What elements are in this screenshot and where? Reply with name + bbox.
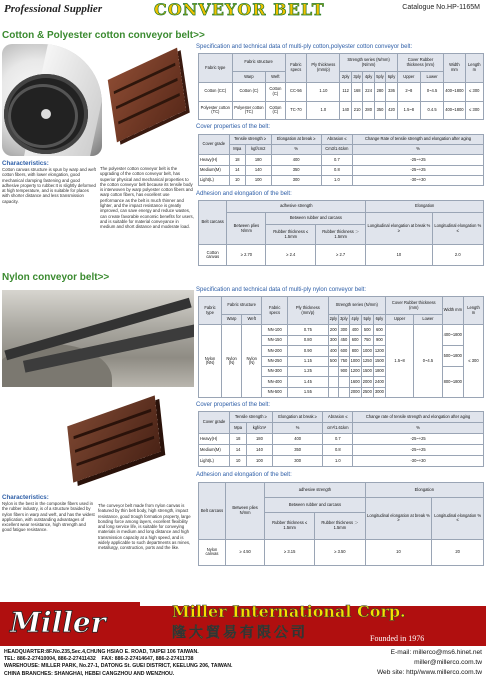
- cell: 0.90: [288, 346, 328, 356]
- cell: 0.8: [321, 165, 352, 175]
- char-text: The polyester cotton conveyor belt is the upgrading of the cotton conveyor belt, has superior physical and mechanical properties to the cotton conveyor belt because its tensile body is interwoven by warp polyester cotton fibers and warp cotton fibers, has excellent use performance as the belt is much thinner and lighter, and the impact resistance is greatly improved, can save energy and reduce wastes, can create favorable economic benefits for users, and is suitable for material conveyance in medium and short distance and moderate load.: [100, 166, 194, 230]
- th-long2: Longitudinal elongation % ≤: [432, 498, 484, 539]
- cell: 600: [349, 335, 361, 345]
- th-fabric-structure: Fabric structure: [232, 54, 285, 72]
- cell: -25~+25: [353, 445, 484, 456]
- th-adhesive: adhesive strength: [227, 201, 366, 213]
- th-plies: Between plies N/mm: [227, 212, 266, 244]
- th-strength-unit: (N/mm): [361, 61, 376, 67]
- th-ply-thickness: Ply thickness (mm/p): [288, 297, 328, 325]
- cell: 0.75: [288, 325, 328, 335]
- th-ply: 5ply: [374, 72, 385, 83]
- table-row: [199, 155, 484, 165]
- cell: 0~4.5: [420, 83, 443, 101]
- th-ply: 3ply: [351, 72, 362, 83]
- email-secondary[interactable]: miller@millerco.com.tw: [414, 659, 482, 666]
- th-rt2: Rubber thickness ＞1.5mm: [316, 224, 366, 245]
- th-strength-label: Strength series (N/mm): [347, 57, 390, 63]
- th-fabric-specs: Fabric specs: [285, 54, 307, 83]
- th-pct2: %: [353, 423, 484, 434]
- th-elongation: Elongation: [365, 483, 483, 498]
- cell: 0.4.5: [420, 101, 443, 120]
- cell: 18: [230, 434, 247, 445]
- cell: -30~+30: [353, 175, 484, 185]
- cell: [339, 377, 350, 387]
- cell: 10: [365, 539, 432, 565]
- th-warp: Warp: [232, 72, 266, 83]
- th-kgf: kgf/cm2: [245, 145, 271, 155]
- cell: [328, 366, 339, 376]
- table-row: [199, 434, 484, 445]
- warehouse-address: WAREHOUSE: MILLER PARK, No.27-1, DATONG St. GUEI DISTRICT, KEELUNG 206, TAIWAN.: [4, 663, 233, 670]
- table-row: [199, 539, 484, 565]
- table-row: [199, 83, 484, 101]
- cell: ≤ 300: [463, 325, 483, 398]
- cell: 1.25: [288, 366, 328, 376]
- th-fabric-structure: Fabric structure: [222, 297, 262, 315]
- th-cm3: cm³/1.61km: [323, 423, 353, 434]
- cell: Heavy(H): [199, 155, 230, 165]
- cell: 350: [271, 165, 321, 175]
- table-row: [199, 165, 484, 175]
- page-footer: [0, 602, 486, 688]
- cell: Nylon (NN): [199, 325, 222, 398]
- logo-text: Miller: [10, 606, 106, 639]
- cell: [328, 387, 339, 397]
- cell: 400: [271, 155, 321, 165]
- cell: NN-250: [262, 356, 288, 366]
- cell: 1.15: [288, 356, 328, 366]
- char-text: The conveyor belt made from nylon canvas is featured by thin belt body, high strength, impact resistance, good trough formation property, large bonding force among layers, excellent flexibility and long service life, is suitable for conveying materials in medium and long distance and high transmission capacity at a high speed, and is widely applicable to such departments as mines, metallurgy, construction, ports and the like.: [98, 503, 191, 551]
- cell: 168: [351, 83, 362, 101]
- cotton-belt-sample-photo: [106, 56, 192, 136]
- miller-logo: [0, 602, 140, 646]
- email-primary[interactable]: E-mail: millerco@ms6.hinet.net: [390, 649, 482, 656]
- cell: NN-500: [262, 387, 288, 397]
- th-tensile: Tensile strength ≥: [229, 135, 271, 145]
- cell: 112: [340, 83, 351, 101]
- cell: 2400: [373, 377, 385, 387]
- cell: 1800: [373, 366, 385, 376]
- cell: Medium(M): [199, 445, 230, 456]
- cell: 2000: [361, 377, 373, 387]
- cell: 10: [366, 245, 432, 266]
- cell: ≥ 4.50: [225, 539, 264, 565]
- th-strength: [340, 54, 397, 72]
- cell: 180: [247, 434, 273, 445]
- cell: 0.8: [323, 445, 353, 456]
- cotton-section-title: Cotton & Polyester cotton conveyor belt>>: [2, 30, 205, 41]
- cotton-adhesion-table: [198, 200, 484, 266]
- cell: -30~+30: [353, 456, 484, 467]
- cell: ≥ 2.7: [316, 245, 366, 266]
- cell: 400~1800: [444, 101, 465, 120]
- cell: TC-70: [285, 101, 307, 120]
- cell: 500: [361, 325, 373, 335]
- th-between-rc: Between rubber and carcass: [266, 212, 366, 224]
- cell: 280: [374, 83, 385, 101]
- cell: 1.45: [288, 377, 328, 387]
- cell: 1.10: [307, 83, 340, 101]
- cell: 140: [245, 165, 271, 175]
- company-name: Miller International Corp.: [172, 602, 406, 621]
- th-ply: 6ply: [373, 315, 385, 325]
- cell: Light(L): [199, 456, 230, 467]
- table-row: [199, 101, 484, 120]
- page-title: CONVEYOR BELT: [154, 0, 325, 19]
- cell: Cotton canvas: [199, 245, 227, 266]
- cell: 350: [272, 445, 323, 456]
- cotton-characteristics-2: [100, 166, 194, 230]
- th-cover-unit: (mm): [424, 61, 435, 67]
- table-row: [199, 325, 484, 335]
- tagline: Professional Supplier: [4, 3, 103, 15]
- nylon-characteristics: [2, 494, 96, 533]
- mine-conveyor-photo: [2, 290, 194, 387]
- th-abrasion: Abrasion ≤: [323, 412, 353, 423]
- nylon-characteristics-2: [98, 503, 192, 551]
- th-pct2: %: [353, 145, 484, 155]
- footer-address: [4, 649, 304, 678]
- cell: 1.5~8: [397, 101, 420, 120]
- cell: Medium(M): [199, 165, 230, 175]
- cell: [339, 387, 350, 397]
- cell: 200: [328, 325, 339, 335]
- cell: 0.80: [288, 335, 328, 345]
- th-mpa: Mpa: [229, 145, 245, 155]
- cell: 400: [328, 346, 339, 356]
- th-elongation: Elongation at break ≥: [272, 412, 323, 423]
- cell: 600: [373, 325, 385, 335]
- cell: 10: [229, 175, 245, 185]
- cell: 500~1800: [442, 346, 463, 367]
- cell: 1500: [373, 356, 385, 366]
- th-width: Width mm: [442, 297, 463, 325]
- th-weft: Weft: [242, 315, 262, 325]
- cell: Cotton (C): [266, 83, 285, 101]
- th-ply: 2ply: [328, 315, 339, 325]
- cell: Nylon (N): [242, 325, 262, 398]
- cell: Polyester cotton (TC): [232, 101, 266, 120]
- cell: 450: [339, 335, 350, 345]
- cell: 1000: [349, 356, 361, 366]
- table-row: [199, 445, 484, 456]
- th-carcass: Belt carcass: [199, 201, 227, 245]
- th-cover: [397, 54, 443, 72]
- cell: 18: [229, 155, 245, 165]
- cell: 750: [339, 356, 350, 366]
- cell: 3000: [373, 387, 385, 397]
- cell: 140: [247, 445, 273, 456]
- th-lower: Lower: [414, 315, 442, 325]
- cell: 1600: [349, 377, 361, 387]
- footer-contact: [326, 648, 482, 678]
- th-ply: 6ply: [386, 72, 397, 83]
- nylon-adhesion-table: [198, 482, 484, 566]
- nylon-spec-title: Specification and technical data of multi-ply nylon conveyor belt:: [196, 287, 367, 293]
- cell: 350: [374, 101, 385, 120]
- cell: ≤ 300: [465, 83, 483, 101]
- belt-roll-photo: [2, 44, 102, 156]
- hq-address: HEADQUARTER:8F.No.235,Sec.4,CHUNG HSIAO E. ROAD, TAIPEI 106 TAIWAN.: [4, 649, 199, 655]
- cell: Cotton (C): [266, 101, 285, 120]
- cell: 1.0: [307, 101, 340, 120]
- cell: 224: [363, 83, 374, 101]
- nylon-cover-title: Cover properties of the belt:: [196, 402, 271, 408]
- company-name-chinese: 隆大貿易有限公司: [172, 625, 308, 641]
- th-long1: Longitudinal elongation at break % ≥: [365, 498, 432, 539]
- cell: 600: [339, 346, 350, 356]
- cotton-spec-table: [198, 53, 484, 120]
- th-width: Width mm: [444, 54, 465, 83]
- th-ply: 4ply: [363, 72, 374, 83]
- cell: NN-300: [262, 366, 288, 376]
- cell: 140: [340, 101, 351, 120]
- cell: 900: [373, 335, 385, 345]
- th-between-rc: Between rubber and carcass: [265, 498, 365, 513]
- cell: 100: [245, 175, 271, 185]
- th-ply: 3ply: [339, 315, 350, 325]
- th-lower: Lower: [420, 72, 443, 83]
- th-cm3: Cm3/1.61km: [321, 145, 352, 155]
- cell: CC-56: [285, 83, 307, 101]
- cell: NN-400: [262, 377, 288, 387]
- th-length: Length m: [463, 297, 483, 325]
- cell: 400~1800: [444, 83, 465, 101]
- th-tensile: Tensile strength ≥: [230, 412, 273, 423]
- th-pct: %: [272, 423, 323, 434]
- cell: 1200: [373, 346, 385, 356]
- cell: 300: [328, 335, 339, 345]
- cell: ≥ 2.70: [227, 245, 266, 266]
- table-row: [199, 456, 484, 467]
- cell: 400: [272, 434, 323, 445]
- th-fabric-specs: Fabric specs: [262, 297, 288, 325]
- th-cover: Cover Rubber thickness (mm): [385, 297, 442, 315]
- cell: 500: [328, 356, 339, 366]
- cotton-cover-title: Cover properties of the belt:: [196, 124, 271, 130]
- char-title: Characteristics:: [2, 160, 49, 167]
- cell: 2~8: [397, 83, 420, 101]
- th-mpa: Mpa: [230, 423, 247, 434]
- website-link[interactable]: Web site: http//www.millerco.com.tw: [376, 669, 482, 676]
- th-carcass: Belt carcass: [199, 483, 226, 540]
- cell: 300: [272, 456, 323, 467]
- cell: 0.7: [323, 434, 353, 445]
- catalogue-number: Catalogue No.HP-1165M: [402, 4, 480, 11]
- cell: 300: [271, 175, 321, 185]
- cell: Heavy(H): [199, 434, 230, 445]
- cell: 1500: [361, 366, 373, 376]
- th-ply: 5ply: [361, 315, 373, 325]
- tel: TEL: 886-2-27410004, 886-2-27411432: [4, 656, 96, 663]
- cell: Polyester cotton (TC): [199, 101, 233, 120]
- th-fabric-type: Fabric type: [199, 297, 222, 325]
- th-long1: Longitudinal elongation at break % ≥: [366, 212, 432, 244]
- th-upper: Upper: [397, 72, 420, 83]
- cell: 2500: [361, 387, 373, 397]
- th-long2: Longitudinal elongation % ≤: [432, 212, 483, 244]
- th-kgf: kgf/cm²: [247, 423, 273, 434]
- th-fabric-type: Fabric type: [199, 54, 233, 83]
- nylon-section-title: Nylon conveyor belt>>: [2, 272, 110, 283]
- th-change: Change Rate of tensile strength and elongation after aging: [353, 135, 484, 145]
- cotton-spec-title: Specification and technical data of multi-ply cotton,polyester cotton conveyor belt:: [196, 44, 413, 50]
- char-title: Characteristics:: [2, 494, 49, 501]
- founded-note: Founded in 1976: [370, 634, 425, 643]
- cell: NN-100: [262, 325, 288, 335]
- th-rt1: Rubber thickness ≤ 1.5mm: [265, 513, 315, 539]
- cell: NN-200: [262, 346, 288, 356]
- cell: 800~1800: [442, 366, 463, 397]
- th-ply-thickness: Ply thickness (mm/p): [307, 54, 340, 83]
- th-cover-grade: Cover grade: [199, 412, 230, 434]
- cell: Light(L): [199, 175, 230, 185]
- th-ply: 4ply: [349, 315, 361, 325]
- th-weft: Weft: [266, 72, 285, 83]
- th-warp: Warp: [222, 315, 242, 325]
- nylon-belt-sample-photo: [64, 400, 164, 482]
- cell: 400: [349, 325, 361, 335]
- cell: -25~+25: [353, 434, 484, 445]
- table-row: [199, 245, 484, 266]
- page-header: [0, 0, 486, 20]
- cell: -25~+25: [353, 165, 484, 175]
- cotton-adhesion-title: Adhesion and elongation of the belt:: [196, 191, 292, 197]
- th-elongation: Elongation at break ≥: [271, 135, 321, 145]
- th-plies: Between plies N/mm: [225, 483, 264, 540]
- cell: 1.0: [321, 175, 352, 185]
- cell: 210: [351, 101, 362, 120]
- th-change: Change rate of tensile strength and elongation after aging: [353, 412, 484, 423]
- nylon-cover-table: [198, 411, 484, 467]
- cell: 420: [386, 101, 397, 120]
- th-ply: 2ply: [340, 72, 351, 83]
- phone-fax: [4, 656, 304, 663]
- cell: Cotton (C): [232, 83, 266, 101]
- th-rt2: Rubber thickness ＞1.5mm: [315, 513, 366, 539]
- th-cover-grade: Cover grade: [199, 135, 230, 155]
- cell: Cotton (CC): [199, 83, 233, 101]
- cell: -25~+25: [353, 155, 484, 165]
- cell: 0~4.5: [414, 325, 442, 398]
- cell: 900: [339, 366, 350, 376]
- cell: 280: [363, 101, 374, 120]
- th-abrasion: Abrasion ≤: [321, 135, 352, 145]
- th-adhesive: adhesive strength: [265, 483, 365, 498]
- th-elongation: Elongation: [366, 201, 484, 213]
- cell: 10: [230, 456, 247, 467]
- cell: 1000: [361, 346, 373, 356]
- cell: NN-150: [262, 335, 288, 345]
- cell: 300: [339, 325, 350, 335]
- nylon-spec-table: [198, 296, 484, 398]
- cell: 1200: [349, 366, 361, 376]
- fax: FAX: 886-2-27414647, 886-2-27411738: [101, 656, 194, 663]
- cell: ≥ 3.15: [265, 539, 315, 565]
- cell: ≤ 300: [465, 101, 483, 120]
- th-cover-label: Cover Rubber thickness: [406, 57, 434, 67]
- cell: 800: [349, 346, 361, 356]
- cell: 0.7: [321, 155, 352, 165]
- cell: 336: [386, 83, 397, 101]
- cell: 180: [245, 155, 271, 165]
- th-strength: Strength series (N/mm): [328, 297, 385, 315]
- th-length: Length m: [465, 54, 483, 83]
- cell: 2.0: [432, 245, 483, 266]
- china-branches: CHINA BRANCHES: SHANGHAI, HEBEI CANGZHOU AND WENZHOU.: [4, 670, 175, 677]
- th-upper: Upper: [385, 315, 413, 325]
- nylon-adhesion-title: Adhesion and elongation of the belt:: [196, 472, 292, 478]
- cell: 100: [247, 456, 273, 467]
- cell: 750: [361, 335, 373, 345]
- cell: 14: [229, 165, 245, 175]
- cell: ≥ 3.50: [315, 539, 366, 565]
- table-row: [199, 175, 484, 185]
- th-rt1: Rubber thickness ≤ 1.5mm: [266, 224, 316, 245]
- cell: Nylon (N): [222, 325, 242, 398]
- cell: 2000: [349, 387, 361, 397]
- cell: 1.55: [288, 387, 328, 397]
- cell: 1.5~8: [385, 325, 413, 398]
- cotton-characteristics: [2, 160, 96, 204]
- cell: Nylon canvas: [199, 539, 226, 565]
- cell: 20: [432, 539, 484, 565]
- th-pct: %: [271, 145, 321, 155]
- cotton-cover-table: [198, 134, 484, 186]
- char-text: Nylon is the best in the composite fibers used in the rubber industry, is of a structure braided by nylon fibers in warp and weft, and has the widest application, with outstanding advantages of excellent wear resistance, high strength and good fatigue resistance.: [2, 501, 95, 533]
- cell: ≥ 2.4: [266, 245, 316, 266]
- char-text: Cotton canvas structure is spun by warp and weft cotton fibers, with lower elongation, good mechanical clamping fastening and good adhesive property to rubber.It is slightly deformed at high temperature, and is suitable for places with shorter distance and less transmission capacity.: [2, 167, 96, 204]
- cell: [328, 377, 339, 387]
- cell: 400~1800: [442, 325, 463, 346]
- cell: 1.0: [323, 456, 353, 467]
- cell: 1250: [361, 356, 373, 366]
- cell: 14: [230, 445, 247, 456]
